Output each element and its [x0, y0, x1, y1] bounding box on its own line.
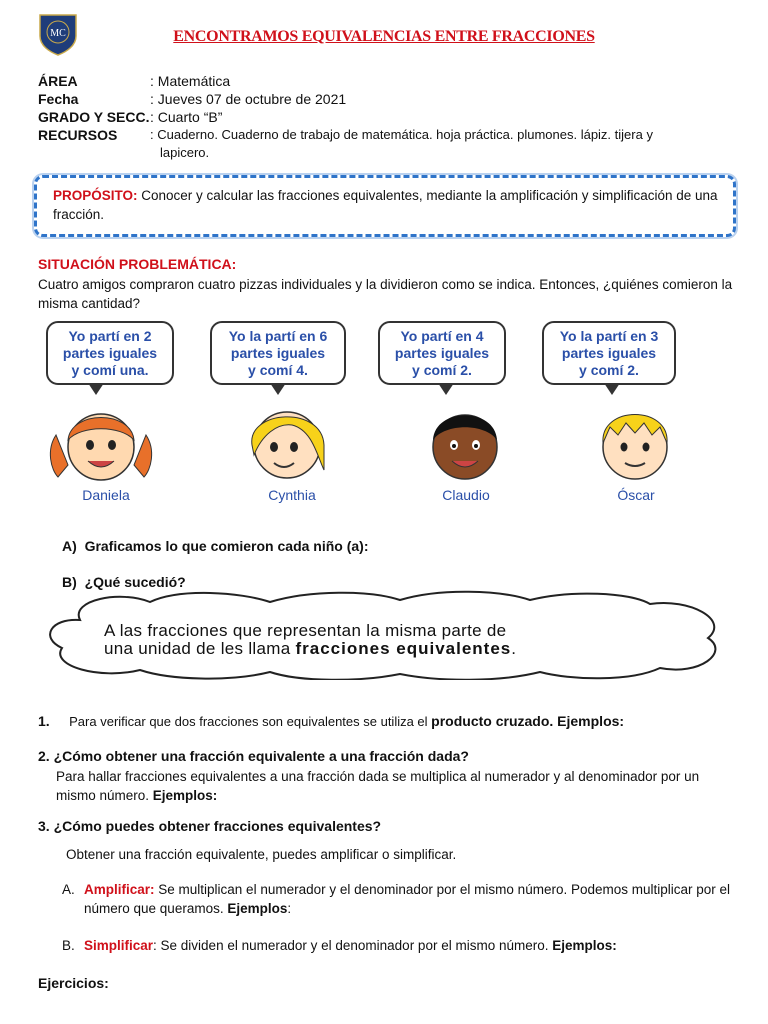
item-1-text: Para verificar que dos fracciones son equivalentes se utiliza el: [69, 714, 432, 729]
item-1-number: 1.: [38, 713, 50, 729]
item-a-body: [84, 880, 734, 918]
item-3-text: Obtener una fracción equivalente, puedes amplificar o simplificar.: [66, 847, 457, 862]
page-title: ENCONTRAMOS EQUIVALENCIAS ENTRE FRACCIONES: [173, 28, 595, 45]
question-a: [62, 537, 369, 556]
amplificar-bold: Ejemplos: [227, 901, 288, 916]
item-3-title: 3. ¿Cómo puedes obtener fracciones equivalentes?: [38, 818, 382, 834]
bubble-daniela: [46, 321, 174, 385]
recursos-label: RECURSOS: [38, 127, 118, 143]
fecha-label: Fecha: [38, 91, 79, 107]
cloud-bold-term: fracciones equivalentes: [295, 639, 512, 658]
fecha-value: : Jueves 07 de octubre de 2021: [150, 91, 347, 107]
bubble-line: partes iguales: [561, 345, 657, 361]
amplificar-end: :: [287, 901, 292, 916]
bubble-claudio: [378, 321, 506, 385]
claudio-face-illustration: [410, 395, 520, 495]
item-2-body: [56, 767, 736, 805]
kid-name: Cynthia: [268, 487, 316, 503]
cloud-line-1: A las fracciones que representan la misma parte de: [104, 621, 507, 640]
daniela-face-illustration: [46, 395, 156, 495]
simplificar-label: Simplificar: [84, 938, 154, 953]
proposito-text: Conocer y calcular las fracciones equivalentes, mediante la amplificación y simplificación de una fracción.: [53, 188, 718, 222]
simplificar-text: : Se dividen el numerador y el denominador por el mismo número.: [153, 938, 553, 953]
proposito-box: [34, 175, 736, 237]
bubble-line: Yo la partí en 3: [559, 328, 659, 344]
item-b-body: [84, 936, 744, 955]
bubble-line: Yo partí en 4: [400, 328, 484, 344]
ejercicios-title: Ejercicios:: [38, 975, 109, 991]
bubble-line: y comí 2.: [579, 362, 639, 378]
bubble-tail: [270, 383, 286, 395]
kid-name: Claudio: [442, 487, 490, 503]
area-value: : Matemática: [150, 73, 231, 89]
cynthia-face-illustration: [232, 395, 342, 495]
situacion-title: SITUACIÓN PROBLEMÁTICA:: [38, 256, 237, 272]
bubble-cynthia: [210, 321, 346, 385]
meta-labels: [38, 72, 150, 144]
grado-label: GRADO Y SECC.: [38, 109, 150, 125]
item-1: [38, 712, 738, 731]
amplificar-label: Amplificar:: [84, 882, 155, 897]
kid-name: Daniela: [82, 487, 130, 503]
item-a-letter: A.: [62, 882, 75, 897]
bubble-oscar: [542, 321, 676, 385]
bubble-line: Yo la partí en 6: [228, 328, 328, 344]
recursos-value-2: lapicero.: [160, 145, 210, 160]
bubble-tail: [604, 383, 620, 395]
bubble-tail: [88, 383, 104, 395]
grado-value: : Cuarto “B”: [150, 109, 223, 125]
proposito-label: PROPÓSITO:: [53, 188, 138, 203]
cloud-line-2-pre: una unidad de les llama: [104, 639, 296, 658]
bubble-line: partes iguales: [62, 345, 158, 361]
cloud-line-2: [104, 640, 704, 658]
item-2-bold: Ejemplos:: [152, 788, 218, 803]
bubble-line: y comí 2.: [412, 362, 472, 378]
item-2-text: Para hallar fracciones equivalentes a una fracción dada se multiplica al numerador y al denominador por un mismo número.: [56, 769, 700, 803]
bubble-line: y comí una.: [71, 362, 149, 378]
item-2-title: 2. ¿Cómo obtener una fracción equivalente a una fracción dada?: [38, 748, 469, 764]
logo-letters: MC: [50, 28, 66, 39]
question-a-letter: A): [62, 538, 77, 554]
item-1-bold: producto cruzado. Ejemplos:: [431, 713, 625, 729]
cloud-line-2-end: .: [511, 639, 517, 658]
bubble-tail: [438, 383, 454, 395]
area-label: ÁREA: [38, 73, 78, 89]
question-a-text: Graficamos lo que comieron cada niño (a):: [84, 538, 369, 554]
cloud-text: [104, 622, 704, 658]
oscar-face-illustration: [580, 395, 690, 495]
situacion-text: Cuatro amigos compraron cuatro pizzas individuales y la dividieron como se indica. Entonces, ¿quiénes comieron la misma cantidad?: [38, 277, 733, 311]
bubble-line: Yo partí en 2: [68, 328, 152, 344]
kid-name: Óscar: [617, 487, 655, 503]
item-b-letter: B.: [62, 938, 75, 953]
bubble-line: partes iguales: [394, 345, 490, 361]
amplificar-text: Se multiplican el numerador y el denominador por el mismo número. Podemos multiplicar por el número que queramos.: [84, 882, 731, 916]
meta-values: [150, 72, 730, 162]
simplificar-bold: Ejemplos:: [552, 938, 617, 953]
recursos-value-1: : Cuaderno. Cuaderno de trabajo de matemática. hoja práctica. plumones. lápiz. tijera y: [150, 127, 653, 142]
bubble-line: partes iguales: [230, 345, 326, 361]
question-b-letter: B): [62, 574, 77, 590]
bubble-line: y comí 4.: [248, 362, 308, 378]
question-b-text: ¿Qué sucedió?: [84, 574, 186, 590]
